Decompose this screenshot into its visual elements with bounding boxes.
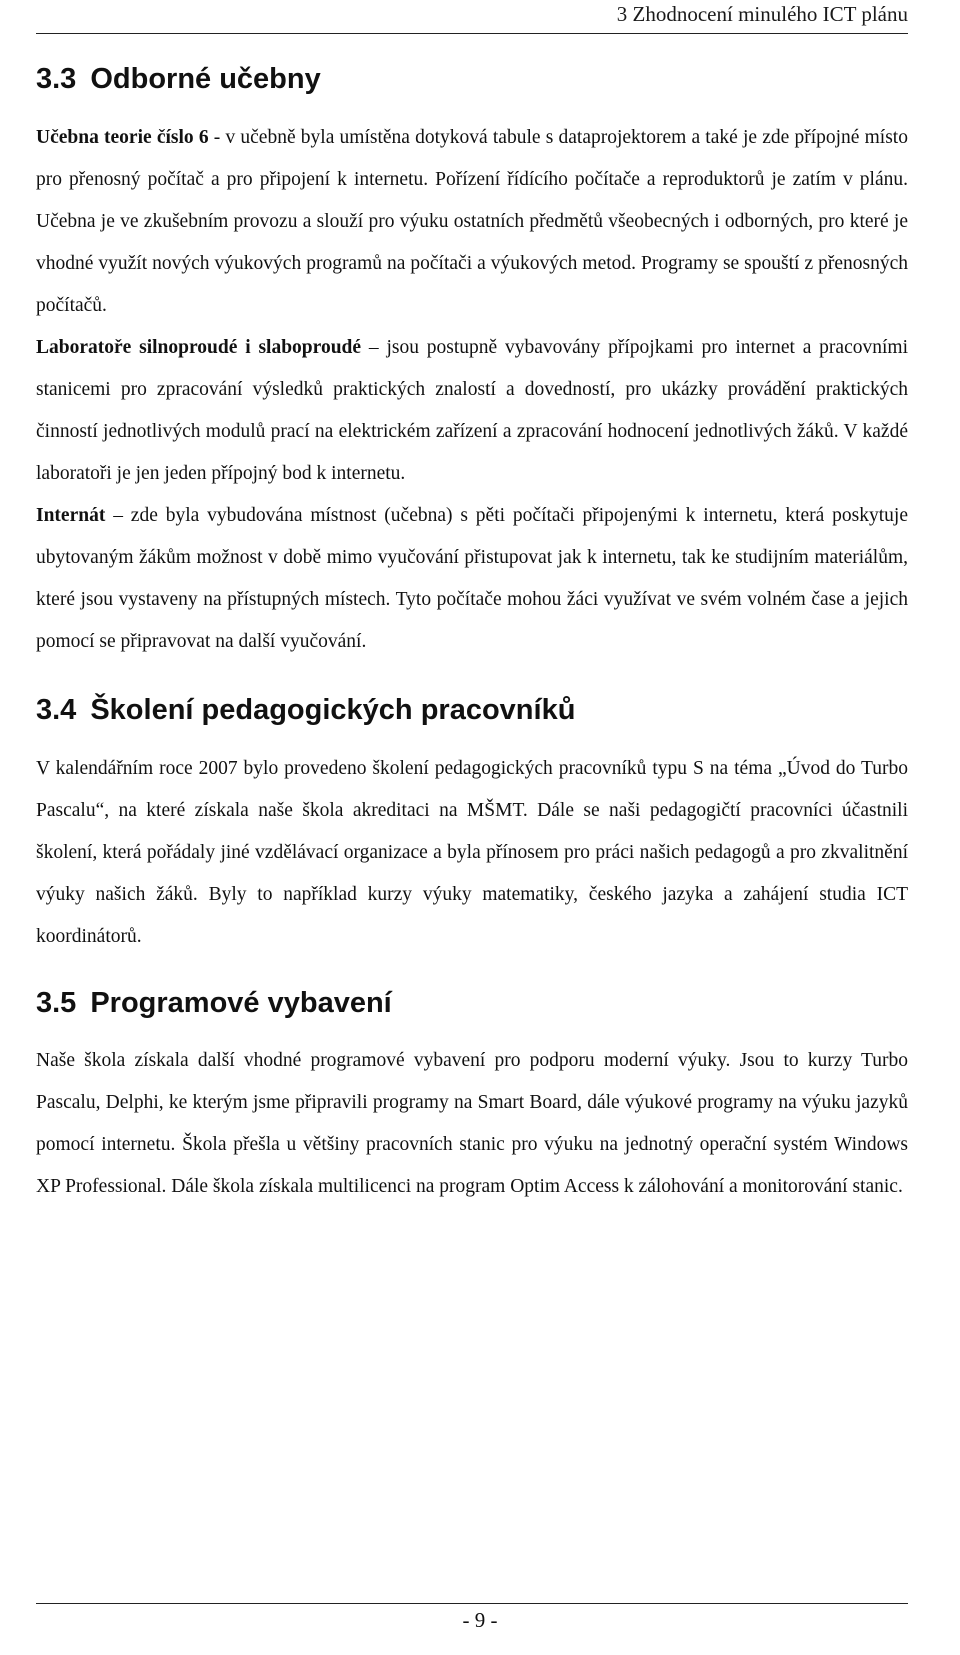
paragraph-programove-vybaveni <box>36 1040 908 1208</box>
section-title: Odborné učebny <box>90 63 321 95</box>
paragraph-skoleni <box>36 748 908 958</box>
section-number: 3.3 <box>36 63 77 95</box>
paragraph-lead: Internát <box>36 504 106 526</box>
footer-rule <box>36 1603 908 1604</box>
paragraph-text: – zde byla vybudována místnost (učebna) s pěti počítači připojenými k internetu, která poskytuje ubytovaným žákům možnost v době mimo vyučování přistupovat jak k internetu, tak ke studijním materiálům, které jsou vystaveny na přístupných místech. Tyto počítače mohou žáci využívat ve svém volném čase a jejich pomocí se připravovat na další vyučování. <box>36 504 908 652</box>
section-heading-3-3 <box>36 62 908 97</box>
section-heading-3-4 <box>36 693 908 728</box>
paragraph-text: V kalendářním roce 2007 bylo provedeno školení pedagogických pracovníků typu S na téma „Úvod do Turbo Pascalu“, na které získala naše škola akreditaci na MŠMT. Dále se naši pedagogičtí pracovníci účastnili školení, která pořádaly jiné vzdělávací organizace a byla přínosem pro práci našich pedagogů a pro zkvalitnění výuky našich žáků. Byly to například kurzy výuky matematiky, českého jazyka a zahájení studia ICT koordinátorů. <box>36 757 908 947</box>
paragraph-text: - v učebně byla umístěna dotyková tabule s dataprojektorem a také je zde přípojné místo pro přenosný počítač a pro připojení k internetu. Pořízení řídícího počítače a reproduktorů je zatím v plánu. Učebna je ve zkušebním provozu a slouží pro výuku ostatních předmětů všeobecných i odborných, pro které je vhodné využít nových výukových programů na počítači a výukových metod. Programy se spouští z přenosných počítačů. <box>36 126 908 316</box>
paragraph-lead: Učebna teorie číslo 6 <box>36 126 209 148</box>
section-heading-3-5 <box>36 986 908 1021</box>
paragraph-text: – jsou postupně vybavovány přípojkami pro internet a pracovními stanicemi pro zpracování výsledků praktických znalostí a dovedností, pro ukázky provádění praktických činností jednotlivých modulů prací na elektrickém zařízení a zpracování hodnocení jednotlivých žáků. V každé laboratoři je jen jeden přípojný bod k internetu. <box>36 336 908 484</box>
paragraph-internat <box>36 495 908 663</box>
paragraph-ucebna-teorie <box>36 117 908 327</box>
section-title: Programové vybavení <box>90 986 392 1019</box>
section-number: 3.4 <box>36 693 77 726</box>
running-header: 3 Zhodnocení minulého ICT plánu <box>616 2 908 26</box>
header-rule <box>36 33 908 34</box>
paragraph-text: Naše škola získala další vhodné programové vybavení pro podporu moderní výuky. Jsou to kurzy Turbo Pascalu, Delphi, ke kterým jsme připravili programy na Smart Board, dále výukové programy na výuku jazyků pomocí internetu. Škola přešla u většiny pracovních stanic pro výuku na jednotný operační systém Windows XP Professional. Dále škola získala multilicenci na program Optim Access k zálohování a monitorování stanic. <box>36 1050 908 1198</box>
paragraph-lead: Laboratoře silnoproudé i slaboproudé <box>36 336 362 358</box>
page-content <box>36 62 908 1208</box>
section-number: 3.5 <box>36 986 77 1019</box>
paragraph-laboratore <box>36 327 908 495</box>
section-title: Školení pedagogických pracovníků <box>90 693 576 726</box>
page-number: - 9 - <box>462 1608 498 1632</box>
